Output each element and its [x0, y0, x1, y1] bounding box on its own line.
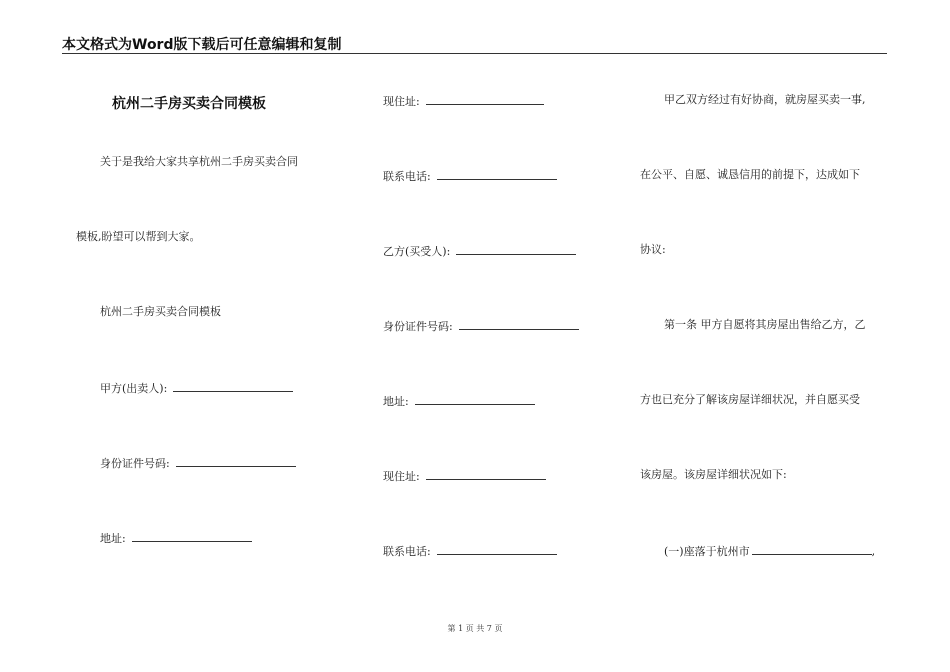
- buyer-current-address-blank: [426, 468, 546, 480]
- seller-address-blank: [132, 530, 252, 542]
- article-one-line-2: 方也已充分了解该房屋详细状况，并自愿买受: [640, 393, 860, 406]
- buyer-address-label: 地址:: [383, 395, 409, 408]
- article-one-line-1: 第一条 甲方自愿将其房屋出售给乙方，乙: [664, 318, 866, 331]
- article-one-line-3: 该房屋。该房屋详细状况如下:: [640, 468, 787, 481]
- header-divider: [62, 53, 887, 54]
- buyer-id-label: 身份证件号码:: [383, 320, 453, 333]
- buyer-phone-label: 联系电话:: [383, 545, 431, 558]
- buyer-current-address-label: 现住址:: [383, 470, 420, 483]
- property-location-blank: [752, 543, 872, 555]
- buyer-phone-field: [383, 543, 557, 559]
- intro-line-1: 关于是我给大家共享杭州二手房买卖合同: [100, 155, 298, 168]
- seller-id-blank: [176, 455, 296, 467]
- seller-phone-blank: [437, 168, 557, 180]
- party-b-blank: [456, 243, 576, 255]
- buyer-current-address-field: [383, 468, 546, 484]
- buyer-id-blank: [459, 318, 579, 330]
- agreement-line-1: 甲乙双方经过有好协商，就房屋买卖一事,: [664, 93, 866, 106]
- seller-id-label: 身份证件号码:: [100, 457, 170, 470]
- party-a-blank: [173, 380, 293, 392]
- seller-current-address-label: 现住址:: [383, 95, 420, 108]
- buyer-id-field: [383, 318, 579, 334]
- seller-current-address-field: [383, 93, 544, 109]
- seller-phone-label: 联系电话:: [383, 170, 431, 183]
- contract-title: 杭州二手房买卖合同模板: [112, 96, 266, 112]
- seller-phone-field: [383, 168, 557, 184]
- property-location-comma: ,: [871, 545, 876, 558]
- page-number: 第 1 页 共 7 页: [447, 624, 503, 633]
- document-header: 本文格式为Word版下载后可任意编辑和复制: [62, 37, 342, 53]
- party-b-field: [383, 243, 576, 259]
- buyer-address-field: [383, 393, 535, 409]
- subtitle: 杭州二手房买卖合同模板: [100, 305, 221, 318]
- party-a-field: [100, 380, 293, 396]
- seller-address-field: [100, 530, 252, 546]
- property-location-field: [664, 543, 875, 559]
- buyer-phone-blank: [437, 543, 557, 555]
- seller-current-address-blank: [426, 93, 544, 105]
- property-location-label: (一)座落于杭州市: [664, 545, 750, 558]
- party-b-label: 乙方(买受人):: [383, 245, 451, 258]
- buyer-address-blank: [415, 393, 535, 405]
- intro-line-2: 模板,盼望可以帮到大家。: [76, 230, 201, 243]
- agreement-line-2: 在公平、自愿、诚恳信用的前提下，达成如下: [640, 168, 860, 181]
- seller-id-field: [100, 455, 296, 471]
- agreement-line-3: 协议:: [640, 243, 666, 256]
- party-a-label: 甲方(出卖人):: [100, 382, 168, 395]
- seller-address-label: 地址:: [100, 532, 126, 545]
